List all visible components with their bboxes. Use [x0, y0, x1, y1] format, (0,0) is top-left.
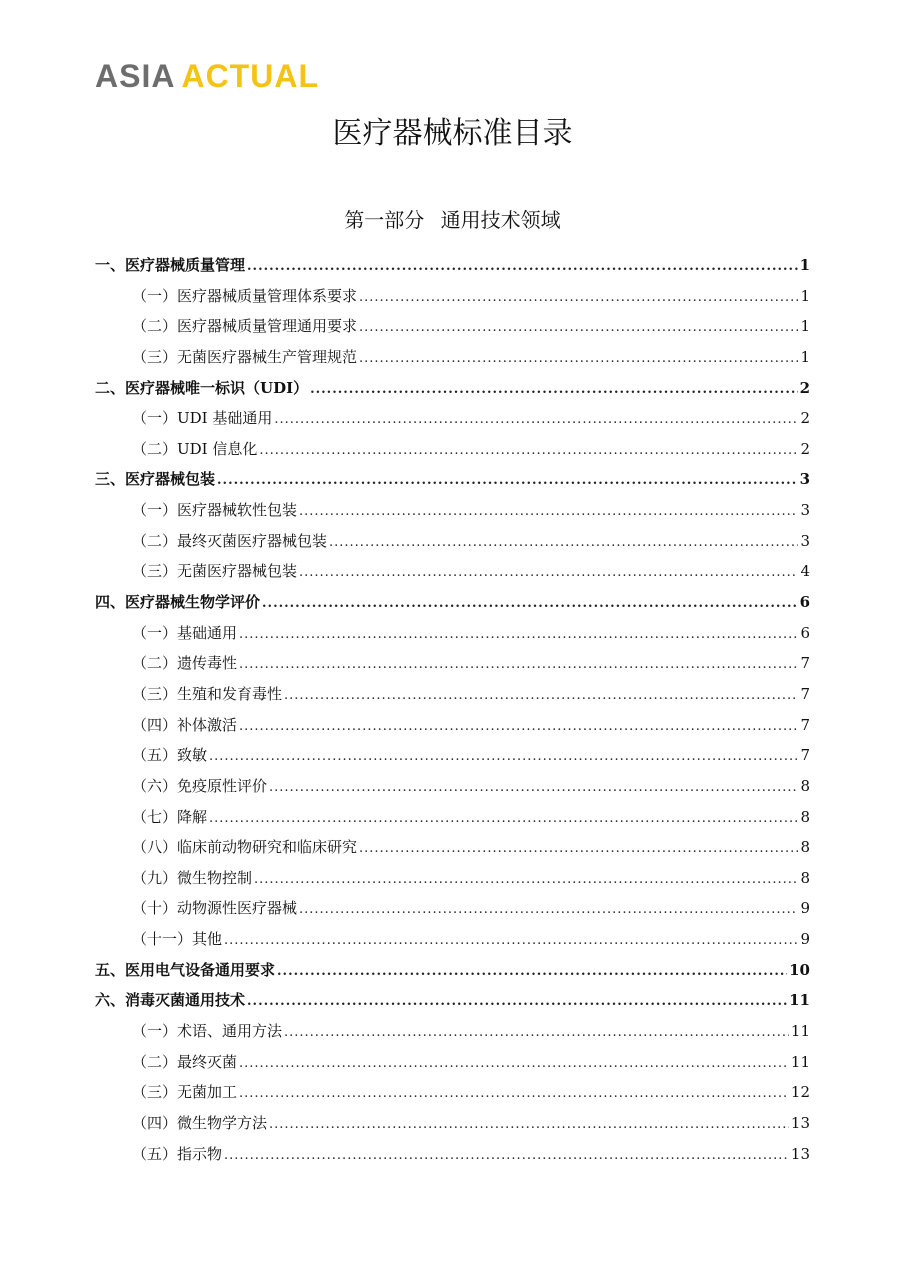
toc-dot-leader: [224, 926, 798, 957]
toc-page-number: 11: [789, 991, 810, 1010]
toc-section-entry[interactable]: [95, 464, 810, 495]
toc-dot-leader: [224, 1141, 789, 1172]
toc-subsection-entry[interactable]: [95, 526, 810, 557]
toc-subsection-entry[interactable]: [95, 1016, 810, 1047]
toc-subsection-entry[interactable]: [95, 1077, 810, 1108]
toc-page-number: 2: [800, 439, 810, 458]
toc-page-number: 8: [800, 807, 810, 826]
toc-entry-title: （一）医疗器械质量管理体系要求: [132, 286, 358, 305]
toc-page-number: 1: [800, 317, 810, 336]
toc-subsection-entry[interactable]: [95, 679, 810, 710]
toc-subsection-entry[interactable]: [95, 740, 810, 771]
toc-entry-title: （八）临床前动物研究和临床研究: [132, 838, 358, 857]
toc-entry-title: 四、医疗器械生物学评价: [95, 593, 261, 612]
toc-entry-title: 三、医疗器械包装: [95, 470, 216, 489]
toc-entry-title: （三）生殖和发育毒性: [132, 684, 283, 703]
toc-dot-leader: [359, 834, 798, 865]
toc-entry-title: （六）免疫原性评价: [132, 776, 268, 795]
toc-subsection-entry[interactable]: [95, 1139, 810, 1170]
toc-subsection-entry[interactable]: [95, 863, 810, 894]
toc-subsection-entry[interactable]: [95, 281, 810, 312]
toc-entry-title: 一、医疗器械质量管理: [95, 256, 246, 274]
toc-entry-title: （一）UDI 基础通用: [132, 409, 273, 428]
toc-subsection-entry[interactable]: [95, 618, 810, 649]
toc-page-number: 8: [800, 868, 810, 887]
logo-text-asia: ASIA: [95, 58, 176, 94]
toc-subsection-entry[interactable]: [95, 924, 810, 955]
toc-dot-leader: [259, 436, 798, 467]
toc-dot-leader: [217, 466, 798, 497]
toc-subsection-entry[interactable]: [95, 893, 810, 924]
document-title: 医疗器械标准目录: [332, 116, 573, 151]
toc-subsection-entry[interactable]: [95, 1108, 810, 1139]
toc-page-number: 11: [790, 1052, 810, 1071]
toc-section-entry[interactable]: [95, 985, 810, 1016]
toc-page-number: 7: [800, 715, 810, 734]
toc-entry-title: （二）最终灭菌: [132, 1052, 238, 1071]
toc-dot-leader: [359, 313, 798, 344]
toc-entry-title: （五）指示物: [132, 1144, 223, 1163]
toc-entry-title: （九）微生物控制: [132, 868, 253, 887]
toc-subsection-entry[interactable]: [95, 802, 810, 833]
toc-page-number: 7: [800, 746, 810, 765]
toc-page-number: 9: [800, 899, 810, 918]
toc-section-entry[interactable]: [95, 587, 810, 618]
toc-entry-title: （二）UDI 信息化: [132, 439, 258, 458]
toc-entry-title: （二）最终灭菌医疗器械包装: [132, 531, 328, 550]
toc-dot-leader: [239, 620, 798, 651]
toc-dot-leader: [329, 528, 798, 559]
toc-page-number: 6: [799, 593, 810, 612]
toc-subsection-entry[interactable]: [95, 832, 810, 863]
toc-entry-title: （一）术语、通用方法: [132, 1022, 283, 1041]
toc-page-number: 1: [800, 286, 810, 305]
toc-dot-leader: [247, 987, 787, 1018]
toc-entry-title: （三）无菌医疗器械包装: [132, 562, 298, 581]
logo-text-actual: ACTUAL: [181, 58, 319, 94]
toc-page-number: 9: [800, 930, 810, 949]
toc-dot-leader: [239, 712, 798, 743]
toc-entry-title: 二、医疗器械唯一标识（UDI）: [95, 378, 309, 397]
toc-dot-leader: [274, 405, 798, 436]
toc-subsection-entry[interactable]: [95, 403, 810, 434]
toc-page-number: 7: [800, 654, 810, 673]
toc-page-number: 4: [800, 562, 810, 581]
toc-dot-leader: [239, 1079, 789, 1110]
toc-dot-leader: [254, 865, 798, 896]
toc-page-number: 13: [790, 1144, 810, 1163]
toc-dot-leader: [209, 804, 798, 835]
toc-entry-title: （三）无菌加工: [132, 1083, 238, 1102]
toc-dot-leader: [359, 283, 798, 314]
toc-dot-leader: [262, 589, 798, 620]
toc-page-number: 6: [800, 623, 810, 642]
toc-entry-title: （四）微生物学方法: [132, 1113, 268, 1132]
toc-subsection-entry[interactable]: [95, 1047, 810, 1078]
toc-dot-leader: [247, 252, 798, 283]
toc-page-number: 7: [800, 684, 810, 703]
company-logo: [95, 58, 319, 94]
toc-entry-title: （一）基础通用: [132, 623, 238, 642]
toc-page-number: 12: [790, 1083, 810, 1102]
toc-page-number: 1: [800, 347, 810, 366]
table-of-contents: [95, 250, 810, 1169]
toc-page-number: 2: [800, 409, 810, 428]
toc-page-number: 2: [799, 378, 810, 397]
toc-page-number: 11: [790, 1022, 810, 1041]
toc-section-entry[interactable]: [95, 373, 810, 404]
toc-entry-title: （一）医疗器械软性包装: [132, 501, 298, 520]
toc-page-number: 10: [789, 960, 810, 979]
toc-dot-leader: [209, 742, 798, 773]
toc-subsection-entry[interactable]: [95, 771, 810, 802]
toc-dot-leader: [239, 650, 798, 681]
toc-dot-leader: [284, 681, 798, 712]
toc-dot-leader: [284, 1018, 789, 1049]
toc-entry-title: 五、医用电气设备通用要求: [95, 960, 276, 979]
toc-subsection-entry[interactable]: [95, 342, 810, 373]
toc-dot-leader: [269, 773, 798, 804]
toc-entry-title: （五）致敏: [132, 746, 208, 765]
toc-dot-leader: [310, 375, 797, 406]
toc-dot-leader: [299, 497, 798, 528]
toc-entry-title: （七）降解: [132, 807, 208, 826]
toc-dot-leader: [239, 1049, 789, 1080]
toc-page-number: 3: [799, 470, 810, 489]
toc-page-number: 8: [800, 776, 810, 795]
toc-dot-leader: [269, 1110, 789, 1141]
toc-dot-leader: [299, 895, 798, 926]
toc-subsection-entry[interactable]: [95, 434, 810, 465]
toc-entry-title: （十一）其他: [132, 930, 223, 949]
toc-entry-title: 六、消毒灭菌通用技术: [95, 991, 246, 1010]
toc-entry-title: （二）医疗器械质量管理通用要求: [132, 317, 358, 336]
toc-entry-title: （四）补体激活: [132, 715, 238, 734]
toc-page-number: 3: [800, 531, 810, 550]
toc-section-entry[interactable]: [95, 955, 810, 986]
toc-dot-leader: [277, 957, 787, 988]
toc-subsection-entry[interactable]: [95, 556, 810, 587]
toc-subsection-entry[interactable]: [95, 311, 810, 342]
toc-dot-leader: [359, 344, 798, 375]
toc-dot-leader: [299, 558, 798, 589]
toc-page-number: 3: [800, 501, 810, 520]
toc-section-entry[interactable]: [95, 250, 810, 281]
toc-page-number: 1: [799, 256, 810, 274]
toc-page-number: 8: [800, 838, 810, 857]
toc-subsection-entry[interactable]: [95, 495, 810, 526]
toc-page-number: 13: [790, 1113, 810, 1132]
part-title: 第一部分 通用技术领域: [344, 208, 561, 232]
toc-subsection-entry[interactable]: [95, 648, 810, 679]
toc-subsection-entry[interactable]: [95, 710, 810, 741]
toc-entry-title: （十）动物源性医疗器械: [132, 899, 298, 918]
toc-entry-title: （三）无菌医疗器械生产管理规范: [132, 347, 358, 366]
toc-entry-title: （二）遗传毒性: [132, 654, 238, 673]
